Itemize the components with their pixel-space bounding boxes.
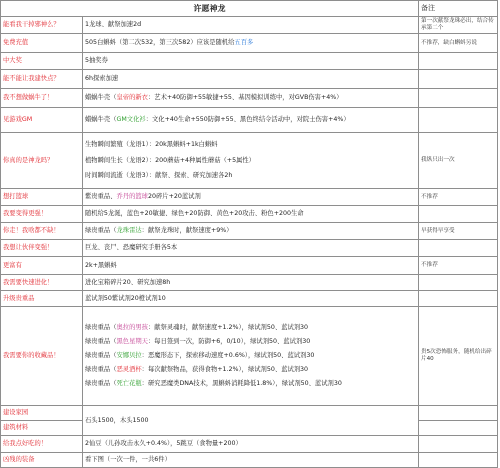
wish-option: 你真的是神龙吗？	[1, 133, 83, 189]
table-row	[1, 108, 498, 133]
item-name: 恶灵酒杯	[116, 365, 142, 373]
reward-line	[85, 295, 416, 303]
wish-option: 更富有	[1, 257, 83, 275]
table-row	[1, 257, 498, 275]
note-cell	[419, 421, 498, 436]
reward-text: 蜡蜗牛壳（	[85, 94, 117, 102]
wish-option: 建设家园	[1, 406, 83, 421]
reward-line	[85, 75, 416, 83]
wish-option: 我想让伙伴变强！	[1, 240, 83, 257]
reward-text: ：献祭龙珠时，献祭速度+9%）	[141, 227, 233, 235]
note-cell: 贵5次恐怖服务，随机给出碎片40	[419, 307, 498, 406]
wish-option: 想打篮球	[1, 189, 83, 206]
table-row	[1, 189, 498, 206]
reward-text: 巨龙、丧尸、恐魔研究手册各5本	[85, 244, 178, 252]
reward-line	[85, 417, 416, 425]
item-name: GM文化衫	[116, 116, 146, 124]
reward-line	[85, 116, 416, 124]
table-row	[1, 89, 498, 108]
reward-line	[85, 338, 416, 346]
wish-option: 我需要快速进化！	[1, 275, 83, 291]
reward-cell	[83, 189, 419, 206]
table-body	[1, 17, 498, 468]
table-row	[1, 406, 498, 421]
note-cell	[419, 275, 498, 291]
reward-line	[85, 193, 416, 201]
table-row	[1, 53, 498, 70]
table-row	[1, 17, 498, 34]
reward-line	[85, 94, 416, 102]
reward-line	[85, 21, 416, 29]
reward-text: 紫贵重品、	[85, 193, 117, 201]
wish-option: 能不能让我建快点？	[1, 70, 83, 89]
wish-option: 建筑材料	[1, 421, 83, 436]
reward-text: 时间瞬间流逝（龙语3）：献祭、探索、研究加速各2h	[85, 172, 233, 180]
reward-line	[85, 210, 416, 218]
note-cell	[419, 453, 498, 468]
table-row	[1, 34, 498, 53]
reward-cell	[83, 275, 419, 291]
reward-line	[85, 366, 416, 374]
reward-text: ：文化+40生命+550防御+55、黑色终结令活动中，对院士伤害+4%）	[145, 116, 350, 124]
wish-option: 免费充值	[1, 34, 83, 53]
note-cell: 第一次献祭龙珠必出，结合传承第二个	[419, 17, 498, 34]
table-row	[1, 275, 498, 291]
reward-text: 505白蝌蚪（第二次532，第三次582）应该是随机给	[85, 39, 235, 47]
header-row	[1, 1, 498, 17]
item-name: 奥拉的男孩	[116, 324, 148, 332]
reward-text: 蜡蜗牛壳（	[85, 116, 117, 124]
item-name: 皇帝的新衣	[116, 94, 148, 102]
reward-line	[85, 324, 416, 332]
reward-text: 5抽奖券	[85, 57, 108, 65]
reward-text: ：献祭灵魂时，献祭速度+1.2%），绿试剂50、蓝试剂30	[147, 324, 309, 332]
reward-text: 绿贵重品（	[85, 352, 117, 360]
reward-text: 2仙豆（儿孙攻击永久+0.4%），5跳豆（食物量+200）	[85, 440, 242, 448]
reward-line	[85, 244, 416, 252]
wish-option: 能看我干掉邪神么？	[1, 17, 83, 34]
note-cell: 不推荐	[419, 189, 498, 206]
reward-text: ：每次献祭物品，获得食物+1.2%），绿试剂50、蓝试剂30	[141, 365, 309, 373]
wish-option: 我需要你的收藏品！	[1, 307, 83, 406]
note-cell	[419, 70, 498, 89]
note-cell: 不推荐	[419, 257, 498, 275]
reward-text: 2k+黑蝌蚪	[85, 261, 117, 269]
item-name: 龙珠雷达	[116, 227, 142, 235]
reward-line	[85, 227, 416, 235]
reward-line	[85, 262, 416, 270]
reward-line	[85, 157, 416, 165]
note-cell	[419, 406, 498, 421]
reward-line	[85, 352, 416, 360]
wish-option: 给我点好吃的！	[1, 436, 83, 453]
reward-cell	[83, 133, 419, 189]
reward-cell	[83, 307, 419, 406]
note-cell: 我纵只出一次	[419, 133, 498, 189]
reward-text: 6h探索加速	[85, 75, 119, 83]
reward-text: 随机给5龙涎，蓝色+20敏捷、绿色+20防御、黄色+20攻击、粉色+200生命	[85, 210, 304, 218]
reward-cell	[83, 453, 419, 468]
reward-text: 绿贵重品（	[85, 227, 117, 235]
reward-line	[85, 279, 416, 287]
note-cell	[419, 53, 498, 70]
item-name: 死亡花瓶	[116, 379, 142, 387]
reward-cell	[83, 206, 419, 223]
reward-text: 绿贵重品（	[85, 324, 117, 332]
wish-option: 中大奖	[1, 53, 83, 70]
table-row	[1, 436, 498, 453]
reward-cell	[83, 291, 419, 307]
reward-text: 植物瞬间生长（龙语2）：200蘑菇+4种属性蘑菇（+5属性）	[85, 156, 255, 164]
reward-cell	[83, 53, 419, 70]
reward-text: ：研究恶魔类DNA技术，黑蝌蚪消耗降低1.8%），绿试剂50、蓝试剂30	[141, 379, 342, 387]
wish-option: 凶残的装备	[1, 453, 83, 468]
note-cell	[419, 240, 498, 257]
reward-cell	[83, 223, 419, 240]
wish-option: 你走！我啥都不缺！	[1, 223, 83, 240]
reward-cell	[83, 257, 419, 275]
item-name: 安娜贝拉	[116, 352, 142, 360]
reward-text: 蓝试剂50紫试剂20橙试剂10	[85, 294, 166, 302]
note-cell	[419, 89, 498, 108]
table-row	[1, 240, 498, 257]
reward-cell	[83, 406, 419, 436]
table-row	[1, 307, 498, 406]
table-row	[1, 206, 498, 223]
note-cell	[419, 291, 498, 307]
wish-option: 升级贵重品	[1, 291, 83, 307]
wish-option: 我不想做蜗牛了！	[1, 89, 83, 108]
note-cell	[419, 206, 498, 223]
reward-text: 绿贵重品（	[85, 338, 117, 346]
reward-cell	[83, 70, 419, 89]
reward-text: ：每日签到一次，防御+6，0/10），绿试剂50、蓝试剂30	[147, 338, 311, 346]
reward-cell	[83, 436, 419, 453]
table-row	[1, 453, 498, 468]
sheet-title: 许愿神龙	[1, 1, 419, 17]
note-header: 备注	[419, 1, 498, 17]
item-name: 乔丹的篮球	[116, 193, 148, 201]
reward-text: 生物瞬间繁殖（龙语1）：20k黑蝌蚪+1k白蝌蚪	[85, 140, 218, 148]
note-cell	[419, 108, 498, 133]
table-row	[1, 291, 498, 307]
wish-option: 见游戏GM	[1, 108, 83, 133]
table-row	[1, 223, 498, 240]
reward-cell	[83, 34, 419, 53]
reward-line	[85, 380, 416, 388]
reward-line	[85, 141, 416, 149]
reward-line	[85, 39, 416, 47]
item-name: 黑色星期天	[116, 338, 148, 346]
note-cell: 不推荐，缺白蝌蚪另说	[419, 34, 498, 53]
reward-cell	[83, 108, 419, 133]
reward-text: 绿贵重品（	[85, 379, 117, 387]
reward-text: ：艺术+40防御+55敏捷+55、基因模拟训练中，对GVB伤害+4%）	[147, 94, 343, 102]
reward-line	[85, 172, 416, 180]
reward-text: 石头1500，木头1500	[85, 416, 149, 424]
reward-text: ：恶魔形态下，探索移动速度+0.6%），绿试剂50、蓝试剂30	[141, 352, 315, 360]
reward-cell	[83, 89, 419, 108]
reward-line	[85, 456, 416, 464]
reward-text: 进化宝箱碎片20、研究加速8h	[85, 278, 171, 286]
item-name: 五百多	[234, 39, 254, 47]
reward-text: 20碎片+20蓝试剂	[147, 193, 201, 201]
note-cell	[419, 436, 498, 453]
reward-cell	[83, 240, 419, 257]
reward-text: 看下图（一次一件，一共6件）	[85, 456, 171, 464]
reward-cell	[83, 17, 419, 34]
table-row	[1, 133, 498, 189]
reward-line	[85, 440, 416, 448]
reward-line	[85, 57, 416, 65]
reward-text: 1龙球、献祭加速2d	[85, 21, 142, 29]
reward-text: 绿贵重品（	[85, 365, 117, 373]
table-row	[1, 70, 498, 89]
note-cell: 早获得早享受	[419, 223, 498, 240]
wish-option: 我要变得更强！	[1, 206, 83, 223]
